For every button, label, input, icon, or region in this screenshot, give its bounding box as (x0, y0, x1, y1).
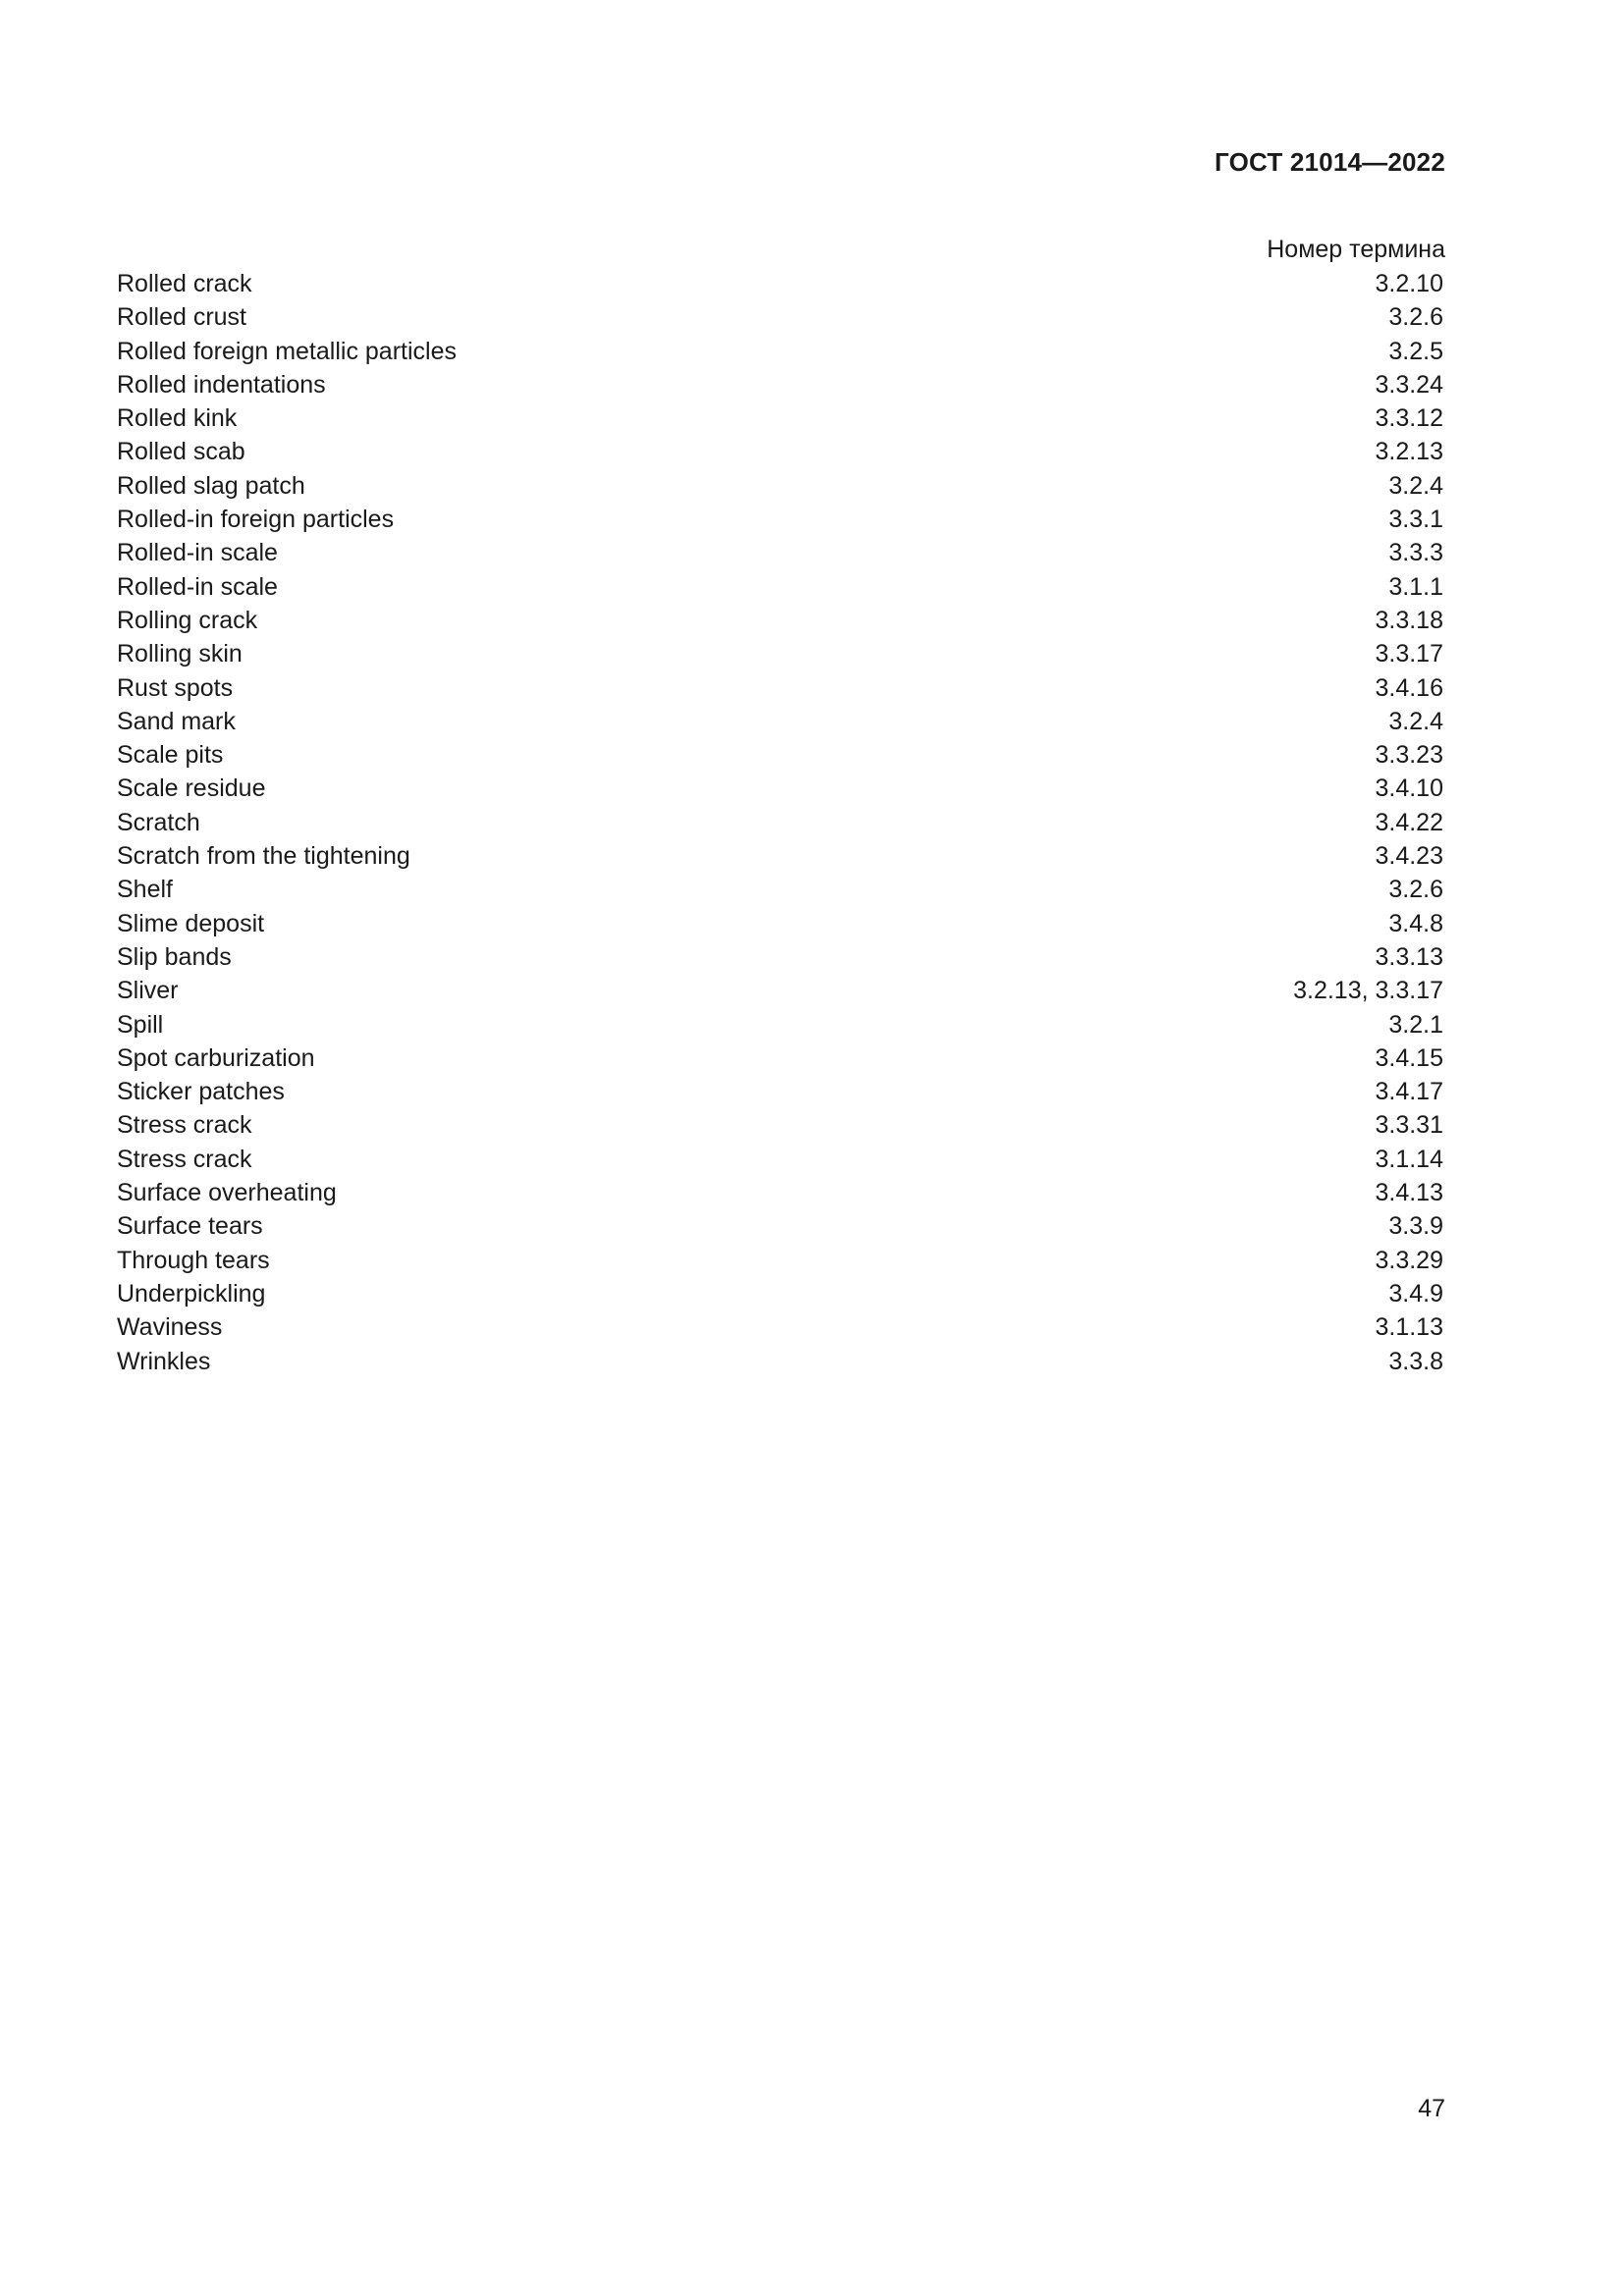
term-index-row (117, 671, 1443, 705)
term-name: Surface overheating (117, 1179, 337, 1207)
term-number: 3.3.3 (1388, 539, 1443, 567)
term-index-list (117, 267, 1443, 1378)
term-name: Rolled slag patch (117, 471, 305, 500)
term-index-row (117, 637, 1443, 670)
term-number: 3.4.9 (1388, 1279, 1443, 1308)
term-number: 3.3.9 (1388, 1212, 1443, 1241)
term-name: Wrinkles (117, 1347, 211, 1375)
term-number: 3.1.14 (1375, 1145, 1443, 1173)
term-index-row (117, 806, 1443, 839)
term-number: 3.3.12 (1375, 404, 1443, 433)
term-name: Rolled crack (117, 270, 252, 297)
term-number: 3.3.8 (1388, 1347, 1443, 1375)
term-index-row (117, 1244, 1443, 1277)
term-number: 3.2.13, 3.3.17 (1293, 977, 1443, 1005)
term-index-row (117, 705, 1443, 738)
term-index-row (117, 873, 1443, 906)
term-number: 3.3.29 (1375, 1246, 1443, 1274)
term-number: 3.2.4 (1388, 707, 1443, 735)
term-index-row (117, 1075, 1443, 1108)
term-name: Scale pits (117, 741, 224, 770)
term-number: 3.2.10 (1375, 270, 1443, 297)
term-name: Rolled indentations (117, 370, 326, 399)
term-name: Slime deposit (117, 909, 265, 937)
term-number: 3.4.17 (1375, 1078, 1443, 1106)
term-number: 3.1.1 (1388, 572, 1443, 601)
term-index-row (117, 368, 1443, 401)
term-number: 3.4.22 (1375, 808, 1443, 836)
term-number: 3.3.24 (1375, 370, 1443, 399)
term-name: Slip bands (117, 942, 232, 971)
term-index-row (117, 1143, 1443, 1176)
term-index-row (117, 435, 1443, 468)
term-index-row (117, 1310, 1443, 1344)
term-name: Rolled foreign metallic particles (117, 337, 457, 365)
term-number: 3.2.13 (1375, 438, 1443, 466)
term-number: 3.4.15 (1375, 1043, 1443, 1072)
term-index-row (117, 940, 1443, 974)
term-index-row (117, 1345, 1443, 1378)
term-number: 3.3.1 (1388, 506, 1443, 534)
term-number: 3.4.23 (1375, 842, 1443, 871)
term-index-row (117, 1176, 1443, 1209)
term-name: Shelf (117, 876, 173, 904)
term-number: 3.2.4 (1388, 471, 1443, 500)
term-name: Sliver (117, 977, 179, 1005)
term-name: Scratch (117, 808, 200, 836)
term-index-row (117, 907, 1443, 940)
term-number: 3.3.18 (1375, 606, 1443, 634)
term-index-row (117, 1209, 1443, 1243)
term-name: Underpickling (117, 1279, 266, 1308)
term-name: Stress crack (117, 1145, 252, 1173)
term-index-row (117, 469, 1443, 503)
term-index-row (117, 1008, 1443, 1041)
term-index-row (117, 604, 1443, 637)
term-index-row (117, 772, 1443, 805)
term-name: Spot carburization (117, 1043, 315, 1072)
term-number: 3.4.16 (1375, 673, 1443, 702)
term-index-row (117, 738, 1443, 772)
term-name: Rolled scab (117, 438, 245, 466)
term-name: Through tears (117, 1246, 270, 1274)
term-number: 3.3.17 (1375, 640, 1443, 668)
term-name: Sand mark (117, 707, 236, 735)
term-number: 3.3.23 (1375, 741, 1443, 770)
term-index-row (117, 839, 1443, 873)
document-standard-header: ГОСТ 21014—2022 (1215, 147, 1445, 177)
term-name: Rolled kink (117, 404, 238, 433)
term-number: 3.3.13 (1375, 942, 1443, 971)
term-number: 3.4.8 (1388, 909, 1443, 937)
term-number-column-header: Номер термина (1267, 236, 1445, 263)
term-name: Scale residue (117, 774, 266, 803)
term-number: 3.4.10 (1375, 774, 1443, 803)
term-index-row (117, 536, 1443, 569)
term-name: Spill (117, 1010, 164, 1039)
term-number: 3.2.6 (1388, 876, 1443, 904)
term-number: 3.2.1 (1388, 1010, 1443, 1039)
term-name: Rust spots (117, 673, 234, 702)
term-name: Rolling crack (117, 606, 258, 634)
term-number: 3.3.31 (1375, 1111, 1443, 1140)
term-name: Stress crack (117, 1111, 252, 1140)
term-name: Sticker patches (117, 1078, 285, 1106)
term-index-row (117, 401, 1443, 435)
term-name: Rolled-in scale (117, 572, 278, 601)
term-name: Rolling skin (117, 640, 243, 668)
term-name: Scratch from the tightening (117, 842, 410, 871)
term-number: 3.2.6 (1388, 303, 1443, 332)
term-index-row (117, 1277, 1443, 1310)
term-name: Rolled-in scale (117, 539, 278, 567)
term-index-row (117, 335, 1443, 368)
term-name: Waviness (117, 1313, 223, 1342)
term-index-row (117, 300, 1443, 334)
term-index-row (117, 267, 1443, 300)
term-number: 3.2.5 (1388, 337, 1443, 365)
term-index-row (117, 1108, 1443, 1142)
term-index-row (117, 1041, 1443, 1075)
term-index-row (117, 570, 1443, 604)
term-name: Rolled-in foreign particles (117, 506, 395, 534)
term-index-row (117, 503, 1443, 536)
term-number: 3.1.13 (1375, 1313, 1443, 1342)
term-number: 3.4.13 (1375, 1179, 1443, 1207)
term-name: Surface tears (117, 1212, 263, 1241)
page-number: 47 (1418, 2095, 1445, 2122)
term-index-row (117, 974, 1443, 1007)
term-name: Rolled crust (117, 303, 246, 332)
